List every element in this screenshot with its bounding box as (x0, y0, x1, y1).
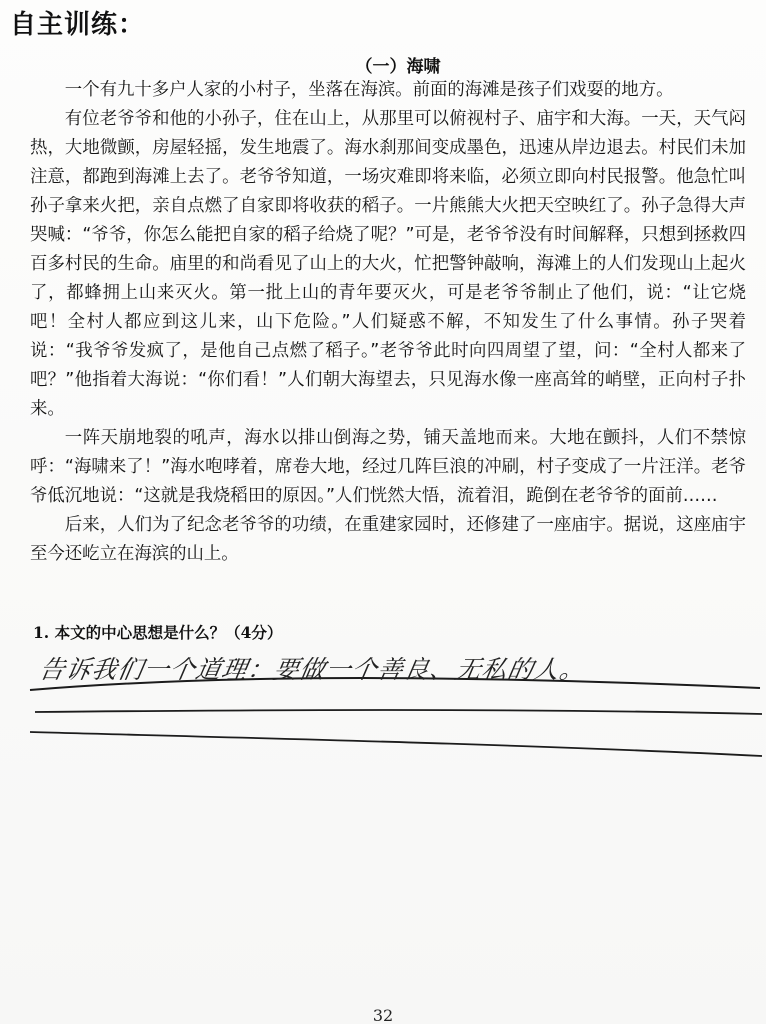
page-number: 32 (372, 1006, 394, 1025)
story-body (30, 76, 746, 569)
story-paragraph: 一阵天崩地裂的吼声，海水以排山倒海之势，铺天盖地而来。大地在颤抖，人们不禁惊呼：“海啸来了！”海水咆哮着，席卷大地，经过几阵巨浪的冲刷，村子变成了一片汪洋。老爷爷低沉地说：“这就是我烧稻田的原因。”人们恍然大悟，流着泪，跪倒在老爷爷的面前…… (30, 428, 746, 506)
answer-line-3 (30, 732, 762, 756)
story-title (0, 52, 766, 77)
story-paragraph: 有位老爷爷和他的小孙子，住在山上，从那里可以俯视村子、庙宇和大海。一天，天气闷热，大地微颤，房屋轻摇，发生地震了。海水刹那间变成墨色，迅速从岸边退去。村民们未加注意，都跑到海滩上去了。老爷爷知道，一场灾难即将来临，必须立即向村民报警。他急忙叫孙子拿来火把，亲自点燃了自家即将收获的稻子。一片熊熊大火把天空映红了。孙子急得大声哭喊：“爷爷，你怎么能把自家的稻子给烧了呢？”可是，老爷爷没有时间解释，只想到拯救四百多村民的生命。庙里的和尚看见了山上的大火，忙把警钟敲响，海滩上的人们发现山上起火了，都蜂拥上山来灭火。第一批上山的青年要灭火，可是老爷爷制止了他们，说：“让它烧吧！全村人都应到这儿来，山下危险。”人们疑惑不解，不知发生了什么事情。孙子哭着说：“我爷爷发疯了，是他自己点燃了稻子。”老爷爷此时向四周望了望，问：“全村人都来了吧？”他指着大海说：“你们看！”人们朝大海望去，只见海水像一座高耸的峭壁，正向村子扑来。 (30, 109, 746, 419)
story-paragraph: 一个有九十多户人家的小村子，坐落在海滨。前面的海滩是孩子们戏耍的地方。 (64, 80, 674, 100)
question-1: 1. 本文的中心思想是什么？（4分） (33, 623, 283, 642)
story-title-text: （一）海啸 (355, 57, 441, 77)
story-paragraph: 后来，人们为了纪念老爷爷的功绩，在重建家园时，还修建了一座庙宇。据说，这座庙宇至今还屹立在海滨的山上。 (30, 515, 746, 564)
answer-line-2 (35, 710, 762, 714)
section-heading: 自主训练： (10, 10, 146, 40)
handwritten-answer: 告诉我们一个道理：要做一个善良、无私的人。 (37, 655, 589, 684)
